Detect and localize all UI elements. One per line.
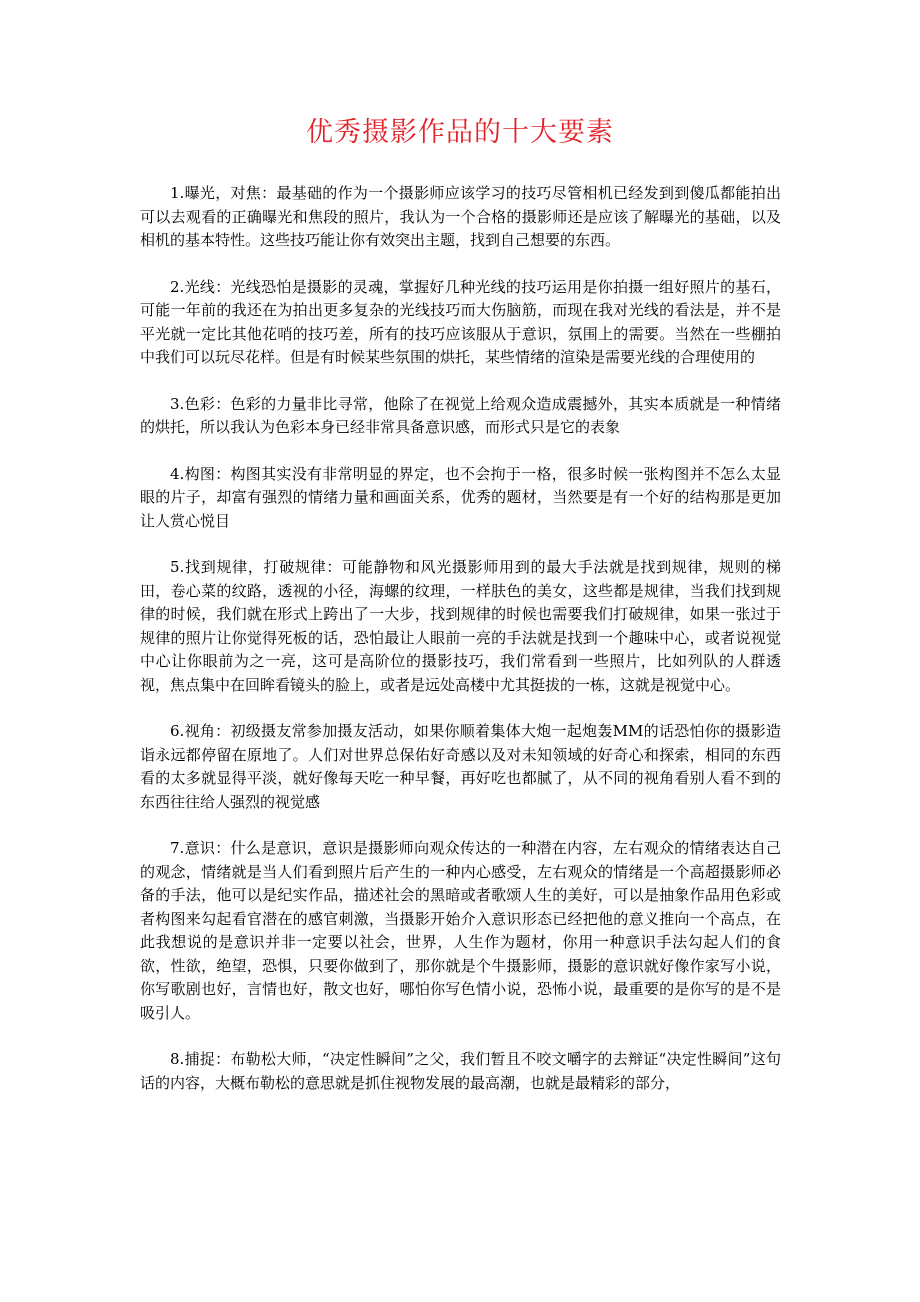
paragraph-pattern: 5.找到规律，打破规律：可能静物和风光摄影师用到的最大手法就是找到规律，规则的梯田，卷心菜的纹路，透视的小径，海螺的纹理，一样肤色的美女，这些都是规律，当我们找到规律的时候，我们就在形式上跨出了一大步，找到规律的时候也需要我们打破规律，如果一张过于规律的照片让你觉得死板的话，恐怕最让人眼前一亮的手法就是找到一个趣味中心，或者说视觉中心让你眼前为之一亮，这可是高阶位的摄影技巧，我们常看到一些照片，比如列队的人群透视，焦点集中在回眸看镜头的脸上，或者是远处高楼中尤其挺拔的一栋，这就是视觉中心。 bbox=[140, 558, 781, 694]
document-title: 优秀摄影作品的十大要素 bbox=[306, 117, 614, 148]
paragraph-color: 3.色彩：色彩的力量非比寻常，他除了在视觉上给观众造成震撼外，其实本质就是一种情绪的烘托，所以我认为色彩本身已经非常具备意识感，而形式只是它的表象 bbox=[140, 394, 781, 436]
paragraph-light: 2.光线：光线恐怕是摄影的灵魂，掌握好几种光线的技巧运用是你拍摄一组好照片的基石，可能一年前的我还在为拍出更多复杂的光线技巧而大伤脑筋，而现在我对光线的看法是，并不是平光就一定比其他花哨的技巧差，所有的技巧应该服从于意识，氛围上的需要。当然在一些棚拍中我们可以玩尽花样。但是有时候某些氛围的烘托，某些情绪的渲染是需要光线的合理使用的 bbox=[140, 277, 781, 366]
paragraph-composition: 4.构图：构图其实没有非常明显的界定，也不会拘于一格，很多时候一张构图并不怎么太显眼的片子，却富有强烈的情绪力量和画面关系，优秀的题材，当然要是有一个好的结构那是更加让人赏心悦目 bbox=[140, 464, 781, 530]
paragraph-exposure-focus: 1.曝光，对焦：最基础的作为一个摄影师应该学习的技巧尽管相机已经发到到傻瓜都能拍出可以去观看的正确曝光和焦段的照片，我认为一个合格的摄影师还是应该了解曝光的基础，以及相机的基本特性。这些技巧能让你有效突出主题，找到自己想要的东西。 bbox=[140, 184, 781, 249]
paragraph-consciousness: 7.意识：什么是意识，意识是摄影师向观众传达的一种潜在内容，左右观众的情绪表达自己的观念，情绪就是当人们看到照片后产生的一种内心感受，左右观众的情绪是一个高超摄影师必备的手法，他可以是纪实作品，描述社会的黑暗或者歌颂人生的美好，可以是抽象作品用色彩或者构图来勾起看官潜在的感官刺激，当摄影开始介入意识形态已经把他的意义推向一个高点，在此我想说的是意识并非一定要以社会，世界，人生作为题材，你用一种意识手法勾起人们的食欲，性欲，绝望，恐惧，只要你做到了，那你就是个牛摄影师，摄影的意识就好像作家写小说，你写歌剧也好，言情也好，散文也好，哪怕你写色情小说，恐怖小说，最重要的是你写的是不是吸引人。 bbox=[140, 839, 781, 1022]
document-body bbox=[140, 182, 781, 1118]
paragraph-capture: 8.捕捉：布勒松大师，“决定性瞬间”之父，我们暂且不咬文嚼字的去辩证“决定性瞬间”这句话的内容，大概布勒松的意思就是抓住视物发展的最高潮，也就是最精彩的部分， bbox=[140, 1050, 781, 1092]
paragraph-perspective: 6.视角：初级摄友常参加摄友活动，如果你顺着集体大炮一起炮轰MM的话恐怕你的摄影造诣永远都停留在原地了。人们对世界总保佑好奇感以及对未知领域的好奇心和探索，相同的东西看的太多就显得平淡，就好像每天吃一种早餐，再好吃也都腻了，从不同的视角看别人看不到的东西往往给人强烈的视觉感 bbox=[140, 722, 781, 811]
